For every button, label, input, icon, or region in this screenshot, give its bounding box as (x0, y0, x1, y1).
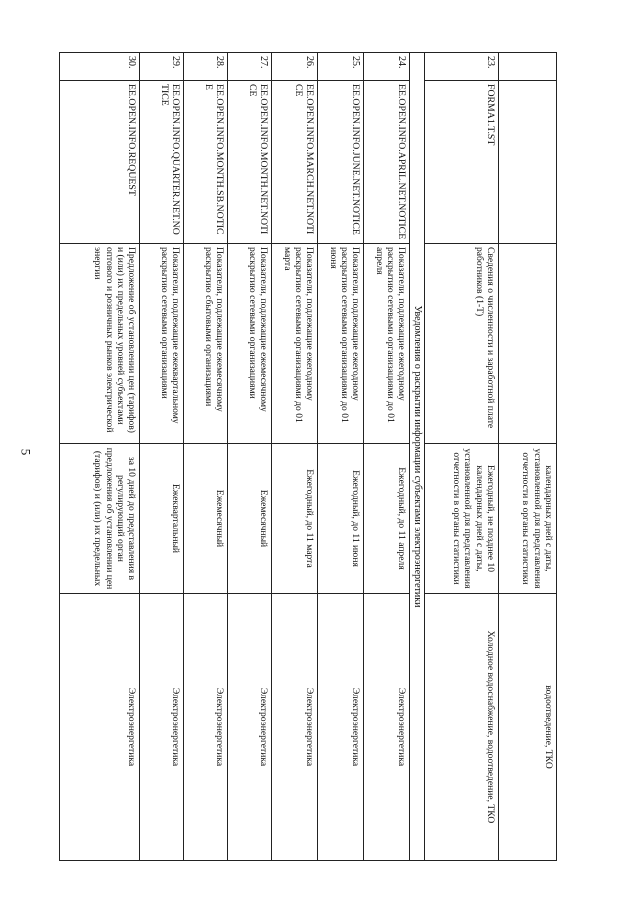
form-description: Показатели, подлежащие ежегодному раскрытию сетевыми организациями до 01 марта (272, 244, 318, 444)
form-description: Показатели, подлежащие ежегодному раскрытию сетевыми организациями до 01 июня (318, 244, 364, 444)
form-deadline: Ежегодный, до 11 июня (318, 444, 364, 594)
row-number: 29. (140, 53, 184, 81)
page-number: 5 (18, 448, 34, 456)
table-row (60, 53, 140, 861)
form-sphere: Холодное водоснабжение, водоотведение, ТКО (425, 594, 499, 861)
form-deadline: Ежемесячный (184, 444, 228, 594)
table-row (425, 53, 499, 861)
row-number: 27. (228, 53, 272, 81)
form-description: Показатели, подлежащие ежеквартальному раскрытию сетевыми организациями (140, 244, 184, 444)
form-deadline: календарных дней с даты, установленной для представления отчетности в органы статистики (499, 444, 557, 594)
table-row (272, 53, 318, 861)
form-deadline: Ежеквартальный (140, 444, 184, 594)
form-code: EE.OPEN.INFO.QUARTER.NET.NOTICE (140, 81, 184, 244)
form-description: Показатели, подлежащие ежегодному раскрытию сетевыми организациями до 01 апреля (364, 244, 410, 444)
table-row (228, 53, 272, 861)
form-description (499, 244, 557, 444)
table-row (184, 53, 228, 861)
form-code: EE.OPEN.INFO.REQUEST (60, 81, 140, 244)
form-deadline: Ежегодный, до 11 марта (272, 444, 318, 594)
reporting-forms-table (59, 52, 557, 861)
form-deadline: Ежегодный, не позднее 10 календарных дней с даты, установленной для представления отчетности в органы статистики (425, 444, 499, 594)
form-sphere: Электроэнергетика (184, 594, 228, 861)
form-sphere: Электроэнергетика (228, 594, 272, 861)
row-number: 28. (184, 53, 228, 81)
form-deadline: Ежегодный, до 11 апреля (364, 444, 410, 594)
form-description: Показатели, подлежащие ежемесячному раскрытию сетевыми организациями (228, 244, 272, 444)
table-row (140, 53, 184, 861)
form-description: Показатели, подлежащие ежемесячному раскрытию сбытовыми организациями (184, 244, 228, 444)
form-sphere: Электроэнергетика (318, 594, 364, 861)
form-code: FORMA1.T.ST (425, 81, 499, 244)
form-sphere: Электроэнергетика (60, 594, 140, 861)
form-code: EE.OPEN.INFO.APRIL.NET.NOTICE (364, 81, 410, 244)
form-description: Предложение об установлении цен (тарифов) и (или) их предельных уровней субъектами оптового и розничных рынков электрической энергии (60, 244, 140, 444)
form-sphere: Электроэнергетика (140, 594, 184, 861)
section-title: Уведомления о раскрытии информации субъектами электроэнергетики (410, 53, 425, 861)
section-header-row (410, 53, 425, 861)
row-number: 26. (272, 53, 318, 81)
form-sphere: Электроэнергетика (364, 594, 410, 861)
table-row (364, 53, 410, 861)
form-deadline: за 10 дней до представления в регулирующий орган предложения об установлении цен (тарифов) и (или) их предельных (60, 444, 140, 594)
row-number: 23. (425, 53, 499, 81)
row-number (499, 53, 557, 81)
form-code: EE.OPEN.INFO.JUNE.NET.NOTICE (318, 81, 364, 244)
form-code: EE.OPEN.INFO.MONTH.NET.NOTICE (228, 81, 272, 244)
form-deadline: Ежемесячный (228, 444, 272, 594)
form-description: Сведения о численности и заработной плате работников (1-Т) (425, 244, 499, 444)
form-sphere: водоотведение, ТКО (499, 594, 557, 861)
form-code (499, 81, 557, 244)
form-sphere: Электроэнергетика (272, 594, 318, 861)
table-row-continued (499, 53, 557, 861)
form-code: EE.OPEN.INFO.MONTH.SB.NOTICE (184, 81, 228, 244)
rotated-table-wrapper (62, 52, 557, 860)
row-number: 24. (364, 53, 410, 81)
form-code: EE.OPEN.INFO.MARCH.NET.NOTICE (272, 81, 318, 244)
row-number: 25. (318, 53, 364, 81)
table-row (318, 53, 364, 861)
row-number: 30. (60, 53, 140, 81)
